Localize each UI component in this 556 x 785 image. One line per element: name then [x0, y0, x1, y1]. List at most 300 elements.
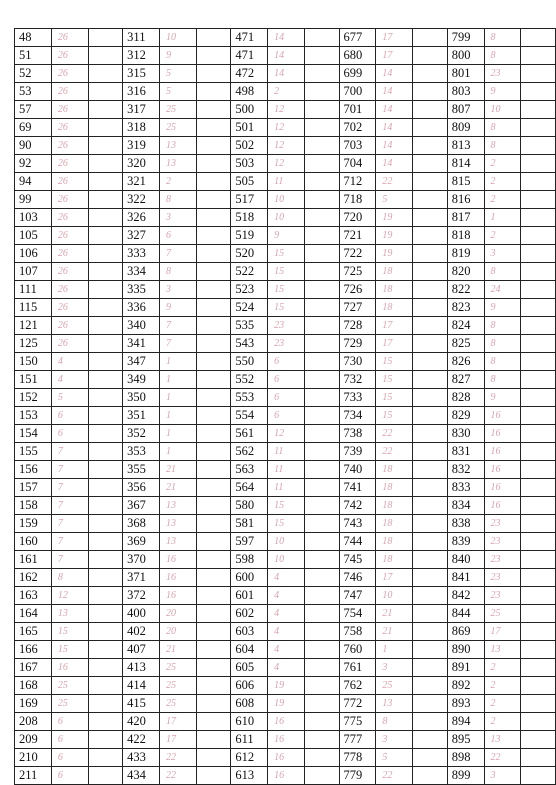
empty-cell	[304, 767, 339, 785]
empty-cell	[521, 695, 556, 713]
table-row	[15, 317, 556, 335]
entry-number: 839	[447, 533, 484, 551]
handwritten-mark: 1	[160, 389, 197, 407]
empty-cell	[304, 281, 339, 299]
entry-number: 52	[15, 65, 52, 83]
handwritten-mark: 2	[484, 227, 521, 245]
handwritten-mark: 6	[268, 389, 305, 407]
empty-cell	[521, 191, 556, 209]
table-row	[15, 659, 556, 677]
empty-cell	[304, 587, 339, 605]
entry-number: 414	[123, 677, 160, 695]
handwritten-mark: 10	[268, 209, 305, 227]
empty-cell	[196, 533, 231, 551]
table-row	[15, 551, 556, 569]
table-row	[15, 137, 556, 155]
table-row	[15, 47, 556, 65]
empty-cell	[413, 713, 448, 731]
empty-cell	[88, 299, 123, 317]
empty-cell	[304, 119, 339, 137]
entry-number: 415	[123, 695, 160, 713]
empty-cell	[521, 47, 556, 65]
handwritten-mark: 7	[51, 479, 88, 497]
entry-number: 152	[15, 389, 52, 407]
handwritten-mark: 5	[160, 65, 197, 83]
entry-number: 402	[123, 623, 160, 641]
entry-number: 892	[447, 677, 484, 695]
entry-number: 800	[447, 47, 484, 65]
handwritten-mark: 23	[484, 551, 521, 569]
entry-number: 151	[15, 371, 52, 389]
empty-cell	[88, 389, 123, 407]
handwritten-mark: 2	[484, 173, 521, 191]
handwritten-mark: 19	[376, 209, 413, 227]
handwritten-mark: 6	[51, 425, 88, 443]
empty-cell	[521, 551, 556, 569]
handwritten-mark: 14	[268, 47, 305, 65]
empty-cell	[304, 335, 339, 353]
entry-number: 746	[339, 569, 376, 587]
empty-cell	[304, 407, 339, 425]
handwritten-mark: 13	[51, 605, 88, 623]
entry-number: 103	[15, 209, 52, 227]
empty-cell	[304, 659, 339, 677]
empty-cell	[304, 425, 339, 443]
empty-cell	[88, 263, 123, 281]
entry-number: 701	[339, 101, 376, 119]
handwritten-mark: 7	[160, 245, 197, 263]
entry-number: 51	[15, 47, 52, 65]
handwritten-mark: 8	[484, 317, 521, 335]
entry-number: 823	[447, 299, 484, 317]
entry-number: 842	[447, 587, 484, 605]
handwritten-mark: 8	[160, 191, 197, 209]
empty-cell	[88, 137, 123, 155]
handwritten-mark: 17	[160, 713, 197, 731]
handwritten-mark: 16	[484, 479, 521, 497]
entry-number: 336	[123, 299, 160, 317]
handwritten-mark: 2	[484, 155, 521, 173]
entry-number: 825	[447, 335, 484, 353]
handwritten-mark: 10	[268, 533, 305, 551]
entry-number: 208	[15, 713, 52, 731]
entry-number: 211	[15, 767, 52, 785]
handwritten-mark: 25	[484, 605, 521, 623]
empty-cell	[413, 263, 448, 281]
entry-number: 608	[231, 695, 268, 713]
empty-cell	[521, 443, 556, 461]
empty-cell	[521, 29, 556, 47]
handwritten-mark: 22	[376, 425, 413, 443]
handwritten-mark: 16	[484, 425, 521, 443]
handwritten-mark: 26	[51, 47, 88, 65]
handwritten-mark: 18	[376, 515, 413, 533]
handwritten-mark: 23	[484, 65, 521, 83]
handwritten-mark: 4	[268, 623, 305, 641]
entry-number: 734	[339, 407, 376, 425]
empty-cell	[88, 677, 123, 695]
empty-cell	[88, 335, 123, 353]
handwritten-mark: 11	[268, 443, 305, 461]
entry-number: 312	[123, 47, 160, 65]
handwritten-mark: 17	[376, 317, 413, 335]
entry-number: 500	[231, 101, 268, 119]
entry-number: 809	[447, 119, 484, 137]
handwritten-mark: 23	[268, 317, 305, 335]
handwritten-mark: 12	[268, 101, 305, 119]
empty-cell	[521, 227, 556, 245]
entry-number: 893	[447, 695, 484, 713]
entry-number: 518	[231, 209, 268, 227]
entry-number: 844	[447, 605, 484, 623]
entry-number: 502	[231, 137, 268, 155]
handwritten-mark: 4	[51, 371, 88, 389]
empty-cell	[521, 569, 556, 587]
handwritten-mark: 22	[376, 173, 413, 191]
empty-cell	[304, 83, 339, 101]
entry-number: 368	[123, 515, 160, 533]
empty-cell	[521, 281, 556, 299]
entry-number: 601	[231, 587, 268, 605]
entry-number: 318	[123, 119, 160, 137]
handwritten-mark: 23	[484, 587, 521, 605]
table-row	[15, 155, 556, 173]
handwritten-mark: 4	[268, 587, 305, 605]
handwritten-mark: 15	[376, 407, 413, 425]
handwritten-mark: 22	[160, 749, 197, 767]
empty-cell	[88, 497, 123, 515]
handwritten-mark: 26	[51, 245, 88, 263]
handwritten-mark: 12	[268, 155, 305, 173]
entry-number: 833	[447, 479, 484, 497]
table-row	[15, 353, 556, 371]
handwritten-mark: 8	[484, 335, 521, 353]
empty-cell	[88, 83, 123, 101]
entry-number: 777	[339, 731, 376, 749]
handwritten-mark: 17	[376, 47, 413, 65]
empty-cell	[88, 713, 123, 731]
empty-cell	[521, 173, 556, 191]
empty-cell	[196, 263, 231, 281]
handwritten-mark: 17	[376, 569, 413, 587]
table-row	[15, 749, 556, 767]
empty-cell	[413, 47, 448, 65]
handwritten-mark: 26	[51, 227, 88, 245]
empty-cell	[304, 245, 339, 263]
entry-number: 775	[339, 713, 376, 731]
handwritten-mark: 26	[51, 317, 88, 335]
entry-number: 106	[15, 245, 52, 263]
entry-number: 826	[447, 353, 484, 371]
entry-number: 819	[447, 245, 484, 263]
entry-number: 744	[339, 533, 376, 551]
empty-cell	[196, 389, 231, 407]
entry-number: 814	[447, 155, 484, 173]
entry-number: 107	[15, 263, 52, 281]
empty-cell	[304, 47, 339, 65]
entry-number: 517	[231, 191, 268, 209]
handwritten-mark: 16	[268, 749, 305, 767]
handwritten-mark: 1	[160, 425, 197, 443]
entry-number: 316	[123, 83, 160, 101]
entry-number: 505	[231, 173, 268, 191]
empty-cell	[304, 317, 339, 335]
entry-number: 349	[123, 371, 160, 389]
empty-cell	[413, 749, 448, 767]
handwritten-mark: 8	[160, 263, 197, 281]
entry-number: 520	[231, 245, 268, 263]
entry-number: 369	[123, 533, 160, 551]
empty-cell	[196, 479, 231, 497]
empty-cell	[413, 317, 448, 335]
empty-cell	[88, 353, 123, 371]
handwritten-mark: 18	[376, 479, 413, 497]
handwritten-mark: 8	[484, 371, 521, 389]
entry-number: 90	[15, 137, 52, 155]
handwritten-mark: 8	[484, 119, 521, 137]
entry-number: 413	[123, 659, 160, 677]
handwritten-mark: 13	[376, 695, 413, 713]
handwritten-mark: 13	[160, 515, 197, 533]
entry-number: 807	[447, 101, 484, 119]
entry-number: 355	[123, 461, 160, 479]
handwritten-mark: 15	[51, 623, 88, 641]
entry-number: 433	[123, 749, 160, 767]
entry-number: 154	[15, 425, 52, 443]
entry-number: 817	[447, 209, 484, 227]
empty-cell	[413, 173, 448, 191]
table-row	[15, 587, 556, 605]
handwritten-mark: 10	[484, 101, 521, 119]
handwritten-mark: 21	[376, 605, 413, 623]
handwritten-mark: 14	[376, 101, 413, 119]
handwritten-mark: 21	[160, 461, 197, 479]
entry-number: 125	[15, 335, 52, 353]
handwritten-mark: 7	[51, 461, 88, 479]
empty-cell	[304, 533, 339, 551]
handwritten-mark: 11	[268, 461, 305, 479]
handwritten-mark: 16	[268, 767, 305, 785]
table-row	[15, 623, 556, 641]
handwritten-mark: 25	[376, 677, 413, 695]
handwritten-mark: 3	[376, 731, 413, 749]
handwritten-mark: 1	[160, 443, 197, 461]
entry-number: 677	[339, 29, 376, 47]
entry-number: 434	[123, 767, 160, 785]
empty-cell	[413, 767, 448, 785]
empty-cell	[196, 101, 231, 119]
empty-cell	[196, 353, 231, 371]
entry-number: 603	[231, 623, 268, 641]
empty-cell	[196, 281, 231, 299]
empty-cell	[88, 227, 123, 245]
empty-cell	[196, 695, 231, 713]
entry-number: 803	[447, 83, 484, 101]
empty-cell	[88, 461, 123, 479]
handwritten-mark: 1	[376, 641, 413, 659]
handwritten-mark: 26	[51, 209, 88, 227]
entry-number: 503	[231, 155, 268, 173]
table-row	[15, 389, 556, 407]
entry-number: 820	[447, 263, 484, 281]
empty-cell	[304, 137, 339, 155]
empty-cell	[88, 407, 123, 425]
handwritten-mark: 18	[376, 551, 413, 569]
handwritten-mark: 26	[51, 83, 88, 101]
entry-number: 703	[339, 137, 376, 155]
entry-number: 563	[231, 461, 268, 479]
entry-number: 53	[15, 83, 52, 101]
handwritten-mark: 26	[51, 173, 88, 191]
empty-cell	[521, 749, 556, 767]
entry-number: 899	[447, 767, 484, 785]
entry-number: 832	[447, 461, 484, 479]
entry-number: 699	[339, 65, 376, 83]
handwritten-mark: 17	[376, 335, 413, 353]
empty-cell	[88, 479, 123, 497]
entry-number: 48	[15, 29, 52, 47]
empty-cell	[88, 101, 123, 119]
handwritten-mark: 16	[484, 407, 521, 425]
handwritten-mark: 18	[376, 461, 413, 479]
entry-number: 535	[231, 317, 268, 335]
empty-cell	[196, 623, 231, 641]
empty-cell	[521, 515, 556, 533]
empty-cell	[413, 227, 448, 245]
empty-cell	[304, 227, 339, 245]
entry-number: 372	[123, 587, 160, 605]
entry-number: 741	[339, 479, 376, 497]
handwritten-mark: 17	[376, 29, 413, 47]
handwritten-mark: 15	[268, 263, 305, 281]
empty-cell	[521, 101, 556, 119]
empty-cell	[521, 623, 556, 641]
entry-number: 739	[339, 443, 376, 461]
handwritten-mark: 16	[484, 461, 521, 479]
entry-number: 370	[123, 551, 160, 569]
handwritten-mark: 14	[376, 119, 413, 137]
empty-cell	[88, 533, 123, 551]
handwritten-mark: 15	[268, 245, 305, 263]
table-row	[15, 335, 556, 353]
handwritten-mark: 1	[160, 353, 197, 371]
empty-cell	[196, 659, 231, 677]
handwritten-mark: 8	[376, 713, 413, 731]
entry-number: 720	[339, 209, 376, 227]
handwritten-mark: 15	[376, 371, 413, 389]
empty-cell	[196, 119, 231, 137]
handwritten-mark: 1	[484, 209, 521, 227]
table-row	[15, 173, 556, 191]
empty-cell	[521, 533, 556, 551]
empty-cell	[196, 65, 231, 83]
empty-cell	[413, 641, 448, 659]
entry-number: 761	[339, 659, 376, 677]
entry-number: 353	[123, 443, 160, 461]
handwritten-mark: 13	[160, 533, 197, 551]
handwritten-mark: 1	[160, 407, 197, 425]
handwritten-mark: 10	[160, 29, 197, 47]
entry-number: 356	[123, 479, 160, 497]
empty-cell	[88, 515, 123, 533]
entry-number: 564	[231, 479, 268, 497]
handwritten-mark: 24	[484, 281, 521, 299]
handwritten-mark: 18	[376, 497, 413, 515]
handwritten-mark: 6	[51, 767, 88, 785]
entry-number: 554	[231, 407, 268, 425]
empty-cell	[196, 461, 231, 479]
entry-number: 158	[15, 497, 52, 515]
empty-cell	[196, 425, 231, 443]
empty-cell	[413, 695, 448, 713]
table-row	[15, 605, 556, 623]
entry-number: 718	[339, 191, 376, 209]
handwritten-mark: 16	[160, 587, 197, 605]
entry-number: 818	[447, 227, 484, 245]
entry-number: 498	[231, 83, 268, 101]
entry-number: 552	[231, 371, 268, 389]
empty-cell	[196, 749, 231, 767]
entry-number: 519	[231, 227, 268, 245]
handwritten-mark: 16	[268, 713, 305, 731]
empty-cell	[88, 173, 123, 191]
handwritten-mark: 16	[160, 551, 197, 569]
handwritten-mark: 15	[51, 641, 88, 659]
entry-number: 612	[231, 749, 268, 767]
empty-cell	[521, 713, 556, 731]
handwritten-mark: 2	[268, 83, 305, 101]
empty-cell	[304, 443, 339, 461]
empty-cell	[521, 263, 556, 281]
empty-cell	[88, 281, 123, 299]
handwritten-mark: 9	[160, 47, 197, 65]
handwritten-mark: 22	[376, 443, 413, 461]
empty-cell	[196, 407, 231, 425]
handwritten-mark: 25	[160, 101, 197, 119]
empty-cell	[521, 353, 556, 371]
entry-number: 350	[123, 389, 160, 407]
entry-number: 111	[15, 281, 52, 299]
handwritten-mark: 14	[268, 65, 305, 83]
empty-cell	[413, 407, 448, 425]
empty-cell	[196, 29, 231, 47]
handwritten-mark: 8	[484, 353, 521, 371]
handwritten-mark: 3	[376, 659, 413, 677]
entry-number: 758	[339, 623, 376, 641]
handwritten-mark: 15	[376, 389, 413, 407]
table-row	[15, 191, 556, 209]
empty-cell	[88, 191, 123, 209]
table-row	[15, 533, 556, 551]
empty-cell	[196, 191, 231, 209]
empty-cell	[88, 317, 123, 335]
empty-cell	[196, 155, 231, 173]
entry-number: 597	[231, 533, 268, 551]
table-row	[15, 713, 556, 731]
entry-number: 822	[447, 281, 484, 299]
entry-number: 334	[123, 263, 160, 281]
empty-cell	[304, 605, 339, 623]
empty-cell	[196, 83, 231, 101]
empty-cell	[88, 119, 123, 137]
handwritten-mark: 22	[376, 767, 413, 785]
entry-number: 894	[447, 713, 484, 731]
entry-number: 311	[123, 29, 160, 47]
empty-cell	[413, 29, 448, 47]
table-row	[15, 425, 556, 443]
handwritten-mark: 9	[484, 389, 521, 407]
handwritten-mark: 21	[160, 641, 197, 659]
